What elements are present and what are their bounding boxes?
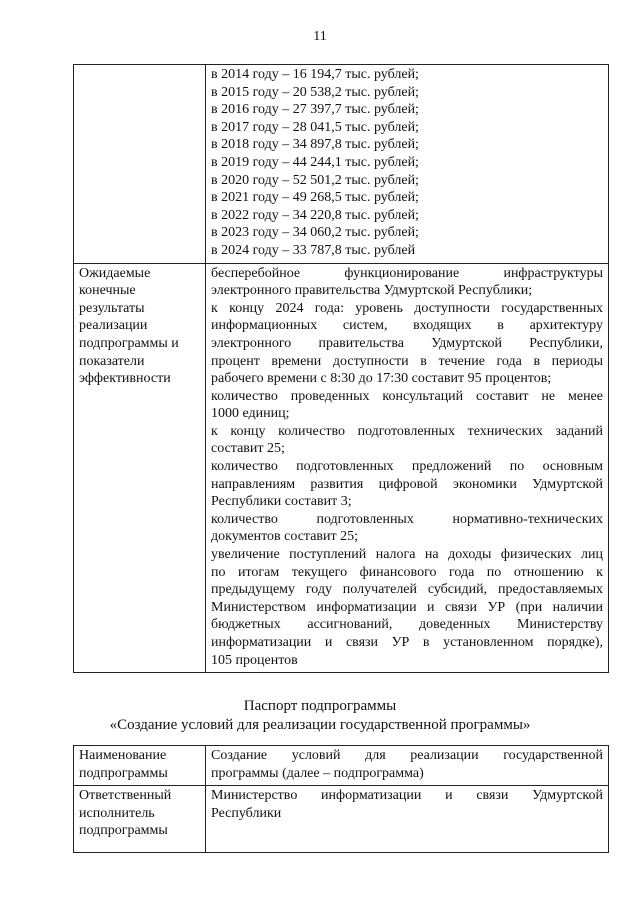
funding-line-2023: в 2023 году – 34 060,2 тыс. рублей; [211,225,419,241]
value-line: Республики [211,805,282,821]
name-value-cell [206,746,609,786]
table-row-name [74,746,609,786]
label-line: Наименование [79,748,167,763]
executor-label-cell [74,786,206,853]
label-line: эффективности [79,371,171,387]
value-line: Создание условий для реализации государственной [211,748,603,763]
funding-line-2018: в 2018 году – 34 897,8 тыс. рублей; [211,137,419,153]
results-line: бюджетных ассигнований, доведенных Министерству [211,617,603,633]
label-line: показатели [79,353,145,369]
label-line: реализации [79,318,148,334]
results-line: электронного правительства Удмуртской Республики; [211,283,533,299]
results-line: рабочего времени с 8:30 до 17:30 составит 95 процентов; [211,371,552,387]
results-line: предыдущему году получателей субсидий, предоставляемых [211,582,603,598]
label-line: исполнитель [79,805,155,821]
results-line: Министерством информатизации и связи УР (при наличии [211,599,603,615]
results-line: количество проведенных консультаций составит не менее [211,388,603,404]
expected-results-content [206,263,609,673]
table-row-expected-results [74,263,609,673]
heading-line-2: «Создание условий для реализации государственной программы» [109,717,531,733]
label-line: Ожидаемые [79,265,151,281]
funding-line-2021: в 2021 году – 49 268,5 тыс. рублей; [211,190,419,206]
funding-line-2019: в 2019 году – 44 244,1 тыс. рублей; [211,154,419,170]
name-label-cell [74,746,206,786]
results-line: электронного правительства Удмуртской Республики, [211,335,603,351]
results-line: 1000 единиц; [211,406,290,422]
table-row-funding [74,65,609,264]
label-line: подпрограммы [79,765,168,781]
results-line: бесперебойное функционирование инфраструктуры [211,265,603,281]
funding-volume-cell [206,65,609,264]
results-line: к концу 2024 года: уровень доступности государственных [211,300,603,316]
results-line: составит 25; [211,441,285,457]
table-row-executor [74,786,609,853]
subprogram-passport-table [73,745,609,853]
value-line: Министерство информатизации и связи Удмуртской [211,788,603,804]
results-line: Республики составит 3; [211,494,352,510]
funding-label-cell [74,65,206,264]
funding-line-2020: в 2020 году – 52 501,2 тыс. рублей; [211,172,419,188]
results-line: информатизации и связи УР в установленном порядке), [211,635,603,650]
subprogram-passport-heading [0,697,640,735]
passport-table-continued [73,64,609,673]
expected-results-label [74,263,206,673]
page-number: 11 [313,29,327,44]
label-line: результаты [79,300,145,316]
funding-line-2016: в 2016 году – 27 397,7 тыс. рублей; [211,102,419,118]
results-line: к концу количество подготовленных технических заданий [211,423,603,439]
funding-line-2017: в 2017 году – 28 041,5 тыс. рублей; [211,119,419,135]
funding-line-2015: в 2015 году – 20 538,2 тыс. рублей; [211,84,419,100]
results-line: 105 процентов [211,652,298,668]
label-line: Ответственный [79,788,172,804]
results-line: количество подготовленных предложений по основным [211,459,603,475]
heading-line-1: Паспорт подпрограммы [243,698,397,714]
results-line: по итогам текущего финансового года по отношению к [211,564,603,580]
results-line: увеличение поступлений налога на доходы физических лиц [211,547,603,563]
label-line: подпрограммы и [79,335,179,351]
results-line: документов составит 25; [211,529,359,545]
executor-value-cell [206,786,609,853]
funding-line-2022: в 2022 году – 34 220,8 тыс. рублей; [211,207,419,223]
results-line: количество подготовленных нормативно-технических [211,511,603,527]
label-line: подпрограммы [79,823,168,839]
results-line: направлениям развития цифровой экономики Удмуртской [211,476,603,492]
results-line: процент времени доступности в течение года в периоды [211,353,603,369]
funding-line-2024: в 2024 году – 33 787,8 тыс. рублей [211,242,416,258]
label-line: конечные [79,283,136,299]
results-line: информационных систем, входящих в архитектуру [211,318,603,334]
funding-line-2014: в 2014 году – 16 194,7 тыс. рублей; [211,67,419,82]
value-line: программы (далее – подпрограмма) [211,765,424,781]
